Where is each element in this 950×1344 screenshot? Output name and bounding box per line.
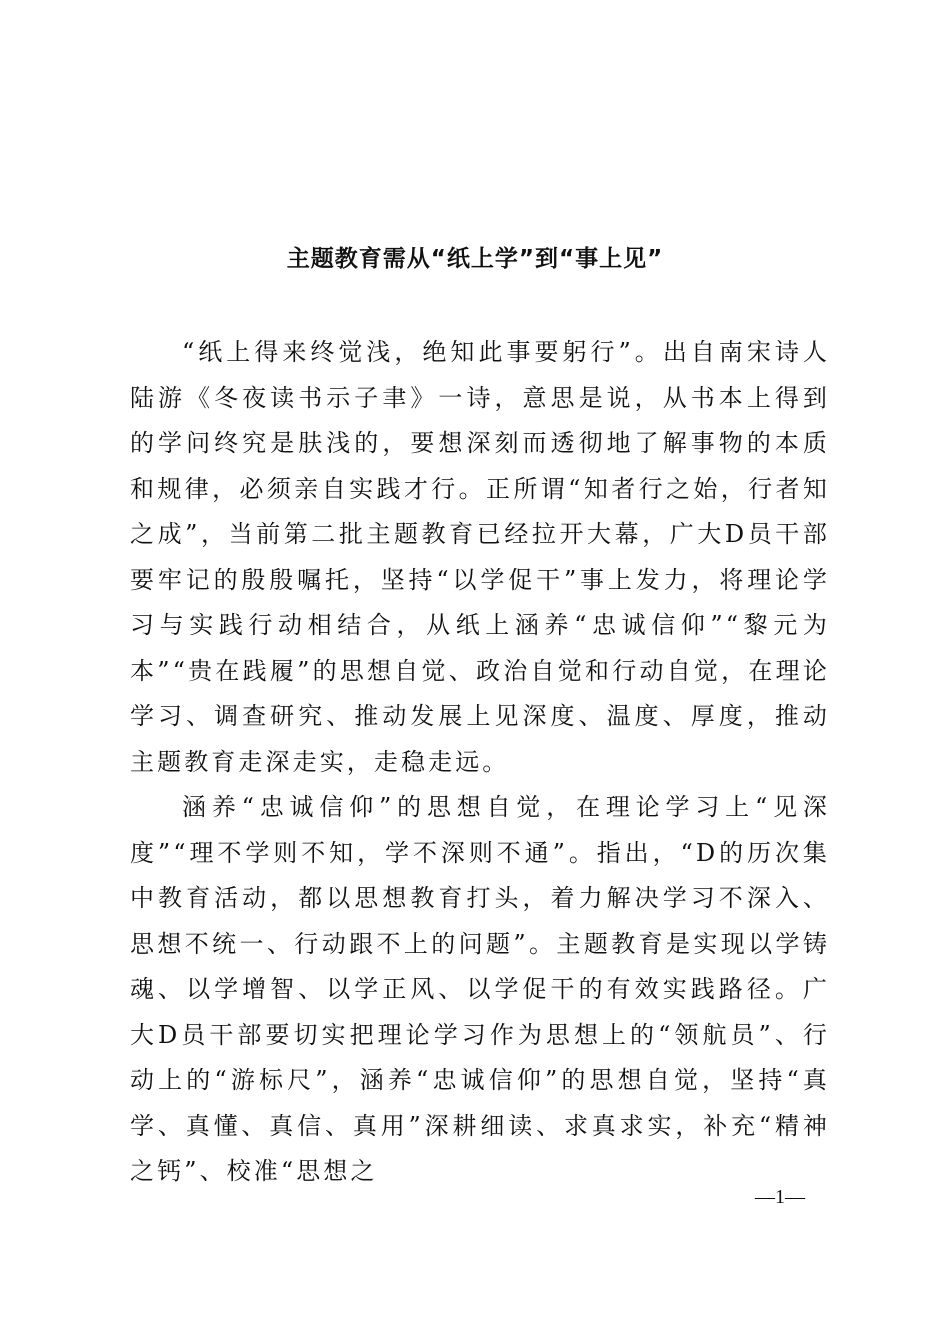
paragraph-1: “纸上得来终觉浅，绝知此事要躬行”。出自南宋诗人陆游《冬夜读书示子聿》一诗，意思是说，从书本上得到的学问终究是肤浅的，要想深刻而透彻地了解事物的本质和规律，必须亲自实践才行。正所谓“知者行之始，行者知之成”，当前第二批主题教育已经拉开大幕，广大D员干部要牢记的殷殷嘱托，坚持“以学促干”事上发力，将理论学习与实践行动相结合，从纸上涵养“忠诚信仰”“黎元为本”“贵在践履”的思想自觉、政治自觉和行动自觉，在理论学习、调查研究、推动发展上见深度、温度、厚度，推动主题教育走深走实，走稳走远。 [130, 338, 830, 776]
paragraph-2: 涵养“忠诚信仰”的思想自觉，在理论学习上“见深度”“理不学则不知，学不深则不通”。指出，“D的历次集中教育活动，都以思想教育打头，着力解决学习不深入、思想不统一、行动跟不上的问题”。主题教育是实现以学铸魂、以学增智、以学正风、以学促干的有效实践路径。广大D员干部要切实把理论学习作为思想上的“领航员”、行动上的“游标尺”，涵养“忠诚信仰”的思想自觉，坚持“真学、真懂、真信、真用”深耕细读、求真求实，补充“精神之钙”、校准“思想之 [130, 793, 830, 1185]
document-body [130, 330, 830, 1195]
document-title: 主题教育需从“纸上学”到“事上见” [286, 246, 664, 272]
page-number: —1— [755, 1186, 805, 1208]
